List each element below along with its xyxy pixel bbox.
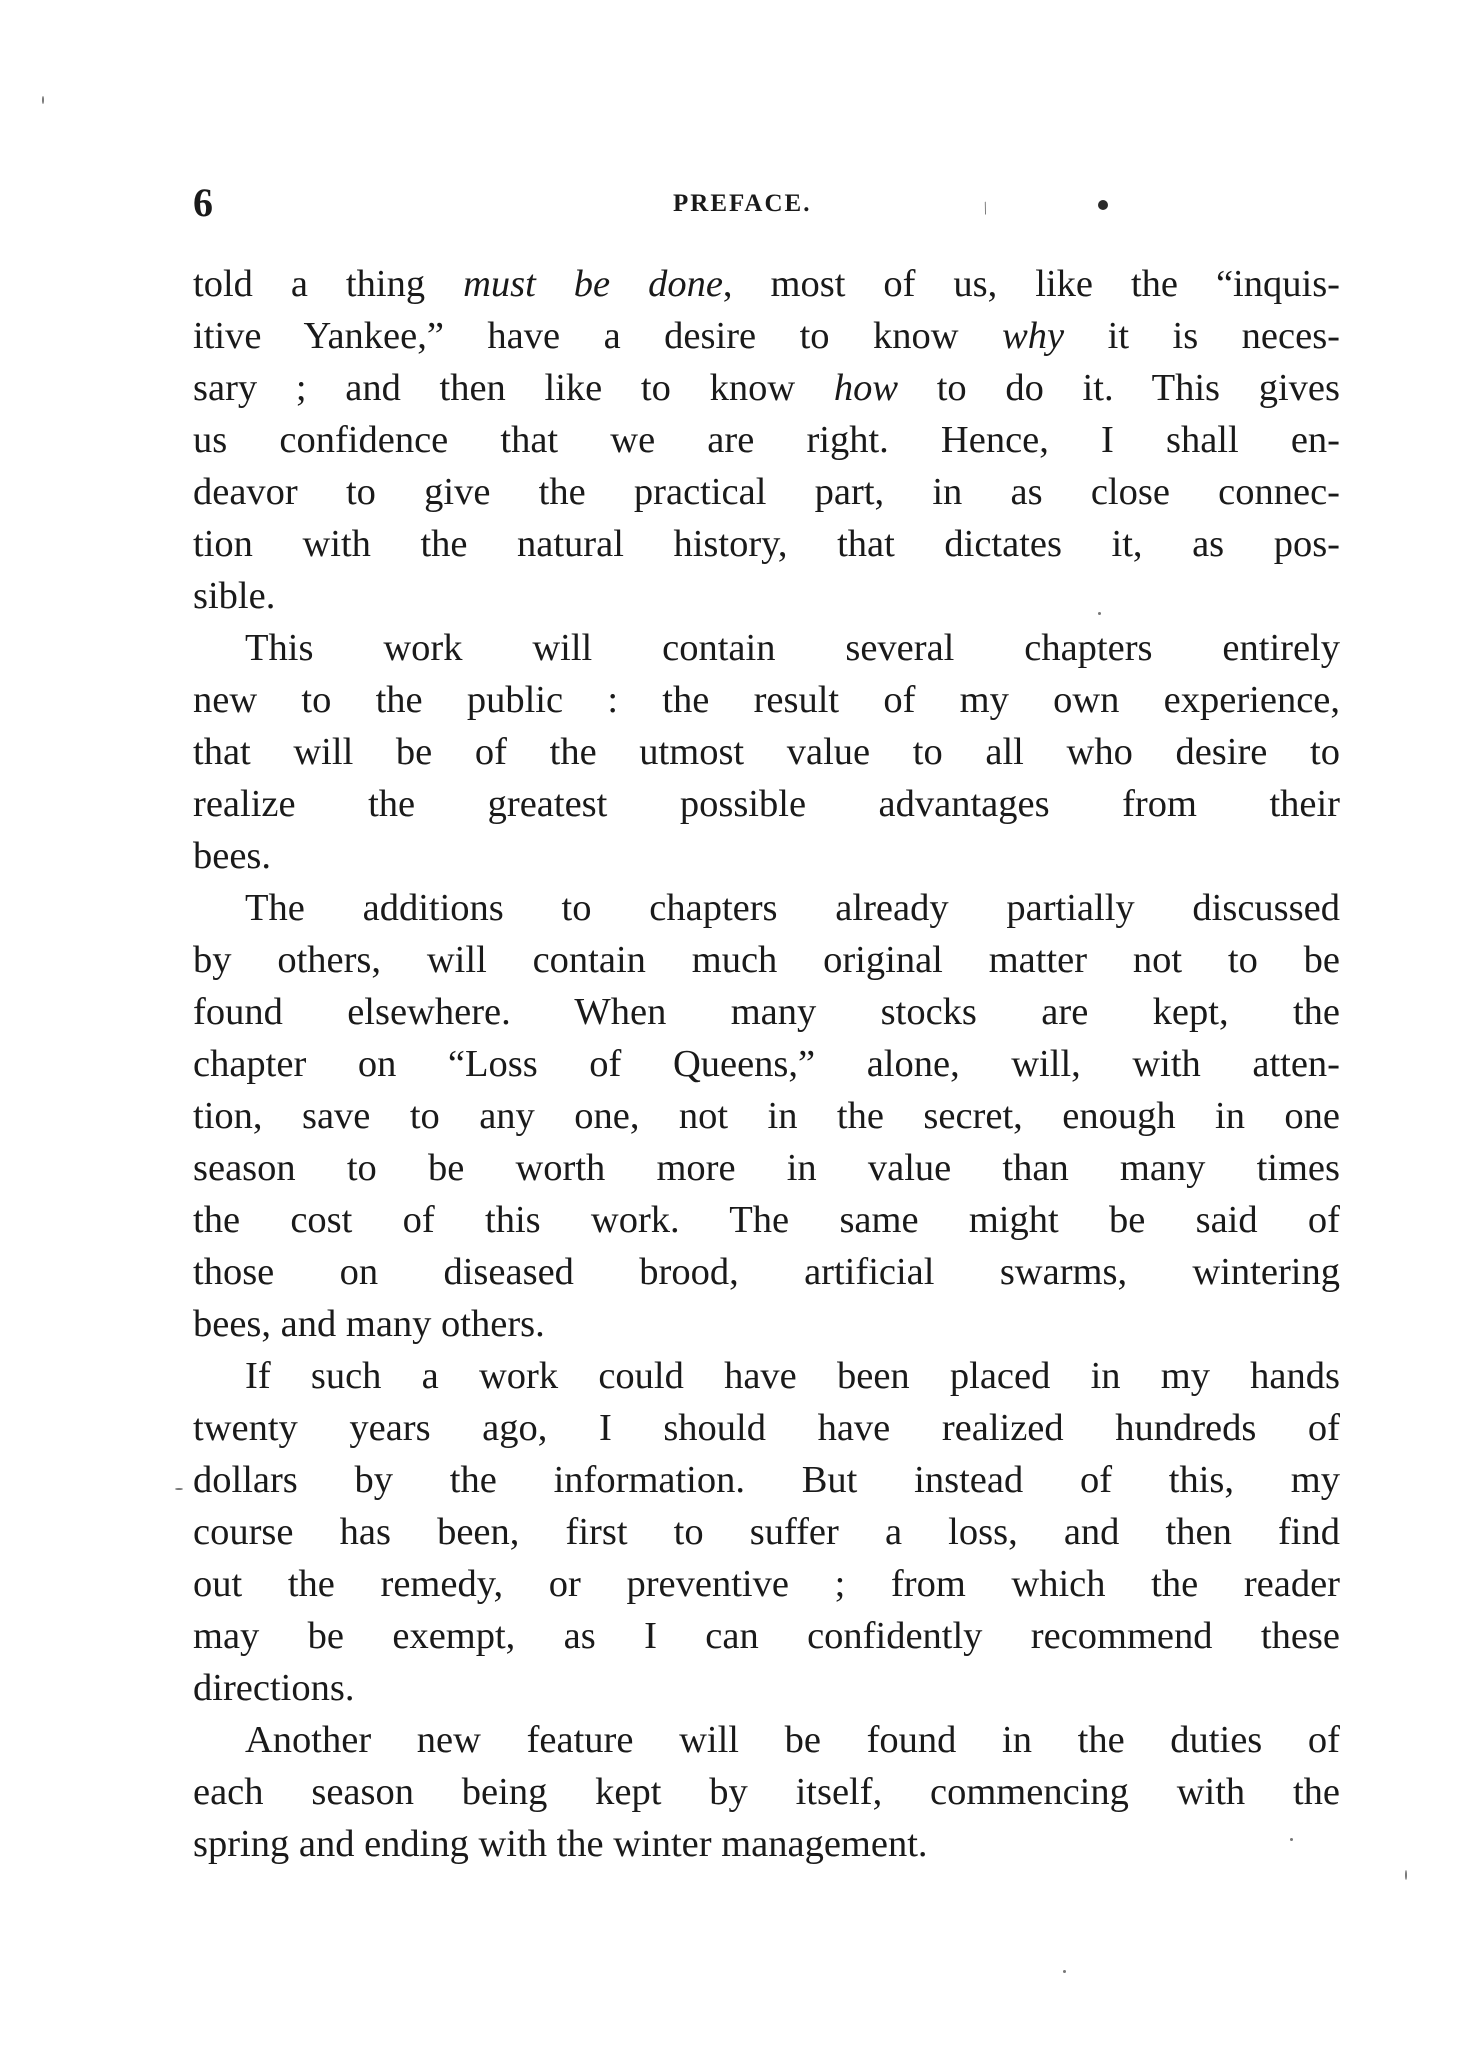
text-line xyxy=(193,1454,1340,1506)
text-run: may be exempt, as I can confidently recommend these xyxy=(193,1615,1340,1657)
text-run: directions. xyxy=(193,1667,355,1709)
text-line xyxy=(193,986,1340,1038)
text-line xyxy=(193,1558,1340,1610)
text-run: out the remedy, or preventive ; from which the reader xyxy=(193,1563,1340,1605)
text-run: spring and ending with the winter management. xyxy=(193,1823,928,1865)
running-head xyxy=(193,178,1338,228)
text-line xyxy=(193,1818,1340,1870)
text-run: deavor to give the practical part, in as close connec- xyxy=(193,471,1340,513)
ink-blot-icon xyxy=(1098,200,1108,210)
text-run: tion with the natural history, that dictates it, as pos- xyxy=(193,523,1340,565)
text-line xyxy=(193,1142,1340,1194)
text-run: realize the greatest possible advantages from their xyxy=(193,783,1340,825)
scan-speck xyxy=(1063,1970,1066,1973)
print-mark-icon: / xyxy=(979,197,992,219)
text-line xyxy=(193,1246,1340,1298)
text-run: the cost of this work. The same might be said of xyxy=(193,1199,1340,1241)
text-run: each season being kept by itself, commencing with the xyxy=(193,1771,1340,1813)
text-run: chapter on “Loss of Queens,” alone, will, with atten- xyxy=(193,1043,1340,1085)
text-line xyxy=(193,1350,1340,1402)
text-line xyxy=(193,1038,1340,1090)
text-line xyxy=(193,1298,1340,1350)
text-line xyxy=(193,1610,1340,1662)
text-run: season to be worth more in value than many times xyxy=(193,1147,1340,1189)
scan-speck xyxy=(175,1488,183,1490)
text-run: tion, save to any one, not in the secret, enough in one xyxy=(193,1095,1340,1137)
text-run: us confidence that we are right. Hence, I shall en- xyxy=(193,419,1340,461)
text-line xyxy=(193,570,1340,622)
text-run: This work will contain several chapters entirely xyxy=(245,627,1340,669)
scan-speck xyxy=(1098,612,1101,615)
text-line xyxy=(193,1506,1340,1558)
text-line xyxy=(193,726,1340,778)
text-line xyxy=(193,1662,1340,1714)
text-line xyxy=(193,1090,1340,1142)
text-run: to do it. This gives xyxy=(898,367,1340,409)
paragraph xyxy=(193,882,1340,1350)
text-run: Another new feature will be found in the duties of xyxy=(245,1719,1340,1761)
scan-speck xyxy=(42,96,44,104)
text-run: new to the public : the result of my own experience, xyxy=(193,679,1340,721)
text-line xyxy=(193,414,1340,466)
text-run: bees, and many others. xyxy=(193,1303,545,1345)
paragraph xyxy=(193,1714,1340,1870)
text-line xyxy=(193,1194,1340,1246)
text-line xyxy=(193,518,1340,570)
text-run: found elsewhere. When many stocks are kept, the xyxy=(193,991,1340,1033)
text-line xyxy=(193,1402,1340,1454)
text-line xyxy=(193,622,1340,674)
text-line xyxy=(193,310,1340,362)
page-number: 6 xyxy=(193,180,213,225)
scan-speck xyxy=(1405,1870,1407,1880)
text-run: If such a work could have been placed in my hands xyxy=(245,1355,1340,1397)
text-line xyxy=(193,362,1340,414)
paragraph xyxy=(193,1350,1340,1714)
text-line xyxy=(193,258,1340,310)
text-run: twenty years ago, I should have realized hundreds of xyxy=(193,1407,1340,1449)
text-run: sible. xyxy=(193,575,276,617)
emphasis: why xyxy=(1002,315,1065,357)
text-line xyxy=(193,466,1340,518)
text-line xyxy=(193,934,1340,986)
text-line xyxy=(193,1714,1340,1766)
text-run: by others, will contain much original matter not to be xyxy=(193,939,1340,981)
text-run: itive Yankee,” have a desire to know xyxy=(193,315,1003,357)
text-run: The additions to chapters already partially discussed xyxy=(245,887,1340,929)
emphasis: how xyxy=(833,367,899,409)
text-run: told a thing xyxy=(193,263,464,305)
text-run: those on diseased brood, artificial swarms, wintering xyxy=(193,1251,1340,1293)
text-run: , most of us, like the “inquis- xyxy=(722,263,1340,305)
text-run: bees. xyxy=(193,835,272,877)
text-line xyxy=(193,778,1340,830)
body-text xyxy=(193,258,1340,1870)
text-run: it is neces- xyxy=(1064,315,1341,357)
text-run: that will be of the utmost value to all who desire to xyxy=(193,731,1340,773)
text-run: sary ; and then like to know xyxy=(193,367,834,409)
text-line xyxy=(193,674,1340,726)
text-run: dollars by the information. But instead of this, my xyxy=(193,1459,1340,1501)
paragraph xyxy=(193,622,1340,882)
text-line xyxy=(193,882,1340,934)
running-title: PREFACE. xyxy=(673,190,812,217)
text-line xyxy=(193,830,1340,882)
text-run: course has been, first to suffer a loss, and then find xyxy=(193,1511,1340,1553)
paragraph xyxy=(193,258,1340,622)
emphasis: must be done xyxy=(463,263,723,305)
scan-speck xyxy=(1290,1838,1293,1841)
text-line xyxy=(193,1766,1340,1818)
